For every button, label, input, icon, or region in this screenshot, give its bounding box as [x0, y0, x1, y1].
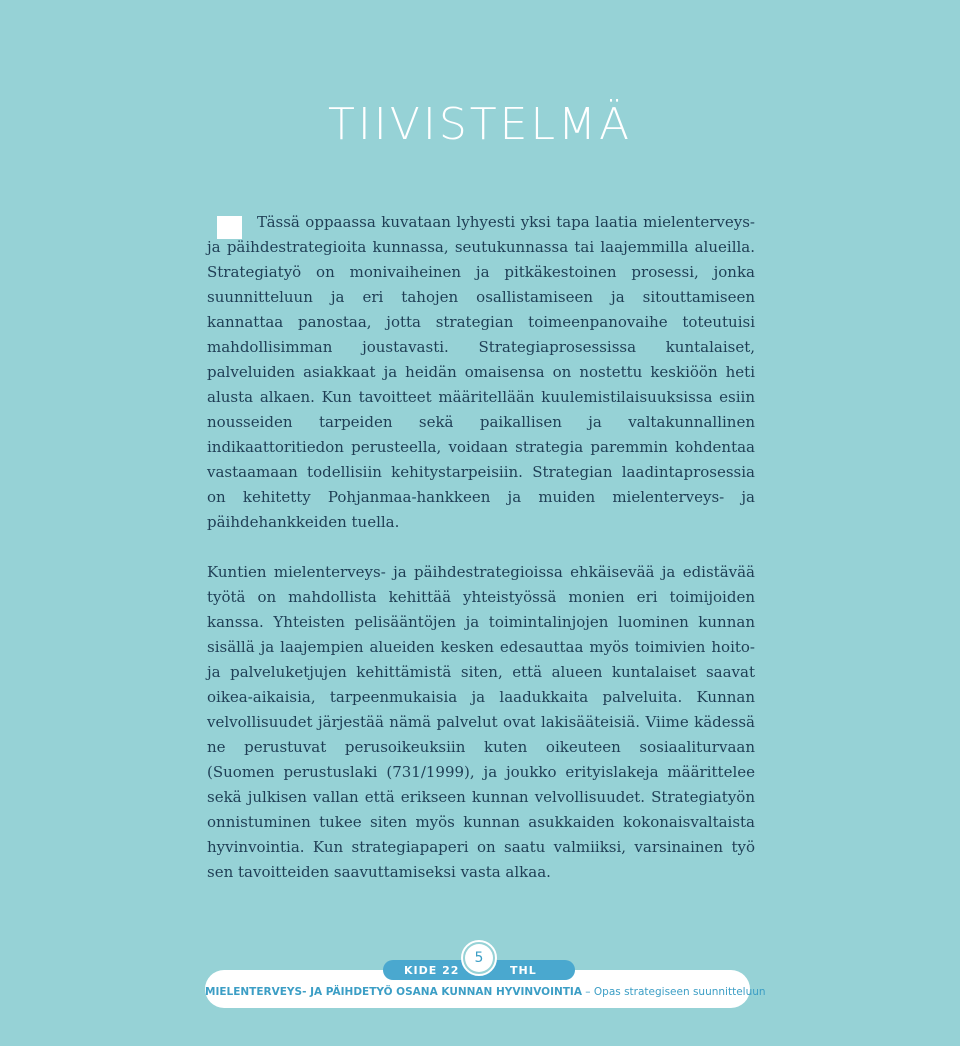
page-number: 5: [465, 944, 493, 972]
paragraph-2: Kuntien mielenterveys- ja päihdestrategioissa ehkäisevää ja edistävää työtä on mahdollista kehittää yhteistyössä monien eri toimijoiden kanssa. Yhteisten pelisääntöjen ja toimintalinjojen luominen kunnan sisällä ja laajempien alueiden kesken edesauttaa myös toimivien hoito- ja palveluketjujen kehittämistä siten, että alueen kuntalaiset saavat oikea-aikaisia, tarpeenmukaisia ja laadukkaita palveluita. Kunnan velvollisuudet järjestää nämä palvelut ovat lakisääteisiä. Viime kädessä ne perustuvat perusoikeuksiin kuten oikeuteen sosiaaliturvaan (Suomen perustuslaki (731/1999), ja joukko erityislakeja määrittelee sekä julkisen vallan että erikseen kunnan velvollisuudet. Strategiatyön onnistuminen tukee siten myös kunnan asukkaiden kokonaisvaltaista hyvinvointia. Kun strategiapaperi on saatu valmiiksi, varsinainen työ sen tavoitteiden saavuttamiseksi vasta alkaa.: [207, 563, 755, 881]
footer-separator: –: [581, 986, 594, 998]
publisher-label: THL: [510, 964, 537, 977]
footer-publication: [205, 986, 766, 998]
publication-title: MIELENTERVEYS- JA PÄIHDETYÖ OSANA KUNNAN HYVINVOINTIA: [205, 986, 582, 998]
publication-subtitle: Opas strategiseen suunnitteluun: [593, 986, 766, 998]
body-text: [207, 210, 755, 885]
page-title: TIIVISTELMÄ: [327, 99, 633, 151]
paragraph-1: Tässä oppaassa kuvataan lyhyesti yksi tapa laatia mielenterveys- ja päihdestrategioita kunnassa, seutukunnassa tai laajemmilla alueilla. Strategiatyö on monivaiheinen ja pitkäkestoinen prosessi, jonka suunnitteluun ja eri tahojen osallistamiseen ja sitouttamiseen kannattaa panostaa, jotta strategian toimeenpanovaihe toteutuisi mahdollisimman joustavasti. Strategiaprosessissa kuntalaiset, palveluiden asiakkaat ja heidän omaisensa on nostettu keskiöön heti alusta alkaen. Kun tavoitteet määritellään kuulemistilaisuuksissa esiin nousseiden tarpeiden sekä paikallisen ja valtakunnallinen indikaattoritiedon perusteella, voidaan strategia paremmin kohdentaa vastaamaan todellisiin kehitystarpeisiin. Strategian laadintaprosessia on kehitetty Pohjanmaa-hankkeen ja muiden mielenterveys- ja päihdehankkeiden tuella.: [207, 213, 755, 531]
page-number-badge: [461, 940, 497, 976]
series-label: KIDE 22: [404, 964, 460, 977]
